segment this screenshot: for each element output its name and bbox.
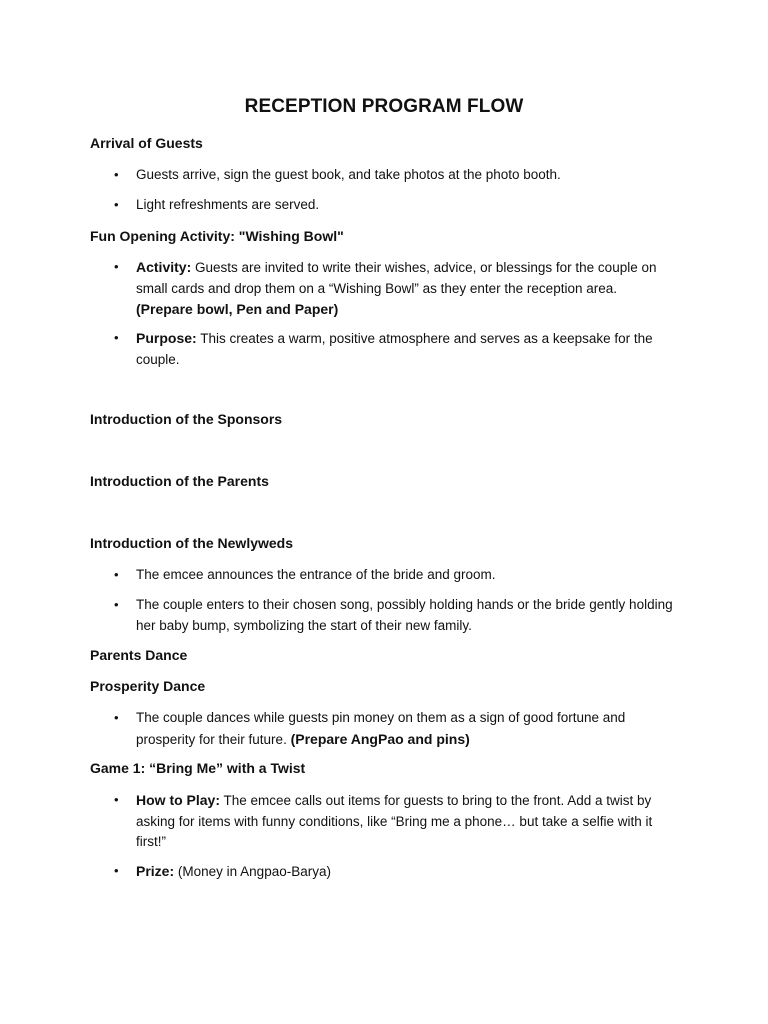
- page-title: RECEPTION PROGRAM FLOW: [244, 96, 524, 117]
- prize-label: Prize:: [136, 863, 175, 879]
- prosperity-note: (Prepare AngPao and pins): [290, 730, 470, 747]
- list-item-prize: [136, 861, 676, 883]
- section-heading-parents: Introduction of the Parents: [90, 473, 269, 489]
- list-item-how-to-play: [136, 790, 676, 853]
- activity-label: Activity:: [136, 259, 192, 275]
- prize-text: (Money in Angpao-Barya): [177, 864, 331, 879]
- section-heading-parents-dance: Parents Dance: [90, 647, 188, 663]
- section-heading-arrival: Arrival of Guests: [90, 135, 203, 151]
- list-item: • Guests arrive, sign the guest book, and take photos at the photo booth.: [136, 165, 676, 186]
- purpose-label: Purpose:: [136, 330, 197, 346]
- list-item: • Light refreshments are served.: [136, 195, 676, 216]
- purpose-text: This creates a warm, positive atmosphere and serves as a keepsake for the couple.: [136, 331, 653, 367]
- list-item-prosperity: [136, 708, 676, 750]
- section-heading-opening-activity: Fun Opening Activity: "Wishing Bowl": [90, 228, 344, 244]
- list-item: • The couple enters to their chosen song, possibly holding hands or the bride gently holding her baby bump, symbolizing the start of their new family.: [136, 595, 676, 636]
- activity-text: Guests are invited to write their wishes, advice, or blessings for the couple on small cards and drop them on a “Wishing Bowl” as they enter the reception area.: [136, 260, 657, 296]
- section-heading-newlyweds: Introduction of the Newlyweds: [90, 535, 294, 551]
- section-heading-prosperity-dance: Prosperity Dance: [90, 678, 206, 694]
- section-heading-sponsors: Introduction of the Sponsors: [90, 411, 283, 427]
- list-item: • The emcee announces the entrance of the bride and groom.: [136, 565, 676, 586]
- list-item-activity: [136, 257, 676, 321]
- prosperity-text: The couple dances while guests pin money on them as a sign of good fortune and prosperity for their future.: [136, 710, 626, 747]
- section-heading-game-1: Game 1: “Bring Me” with a Twist: [90, 760, 306, 776]
- how-to-play-text: The emcee calls out items for guests to bring to the front. Add a twist by asking for items with funny conditions, like “Bring me a phone… but take a selfie with it first!”: [136, 793, 653, 849]
- list-item-purpose: [136, 328, 676, 370]
- activity-note: (Prepare bowl, Pen and Paper): [136, 301, 339, 317]
- how-to-play-label: How to Play:: [136, 792, 221, 808]
